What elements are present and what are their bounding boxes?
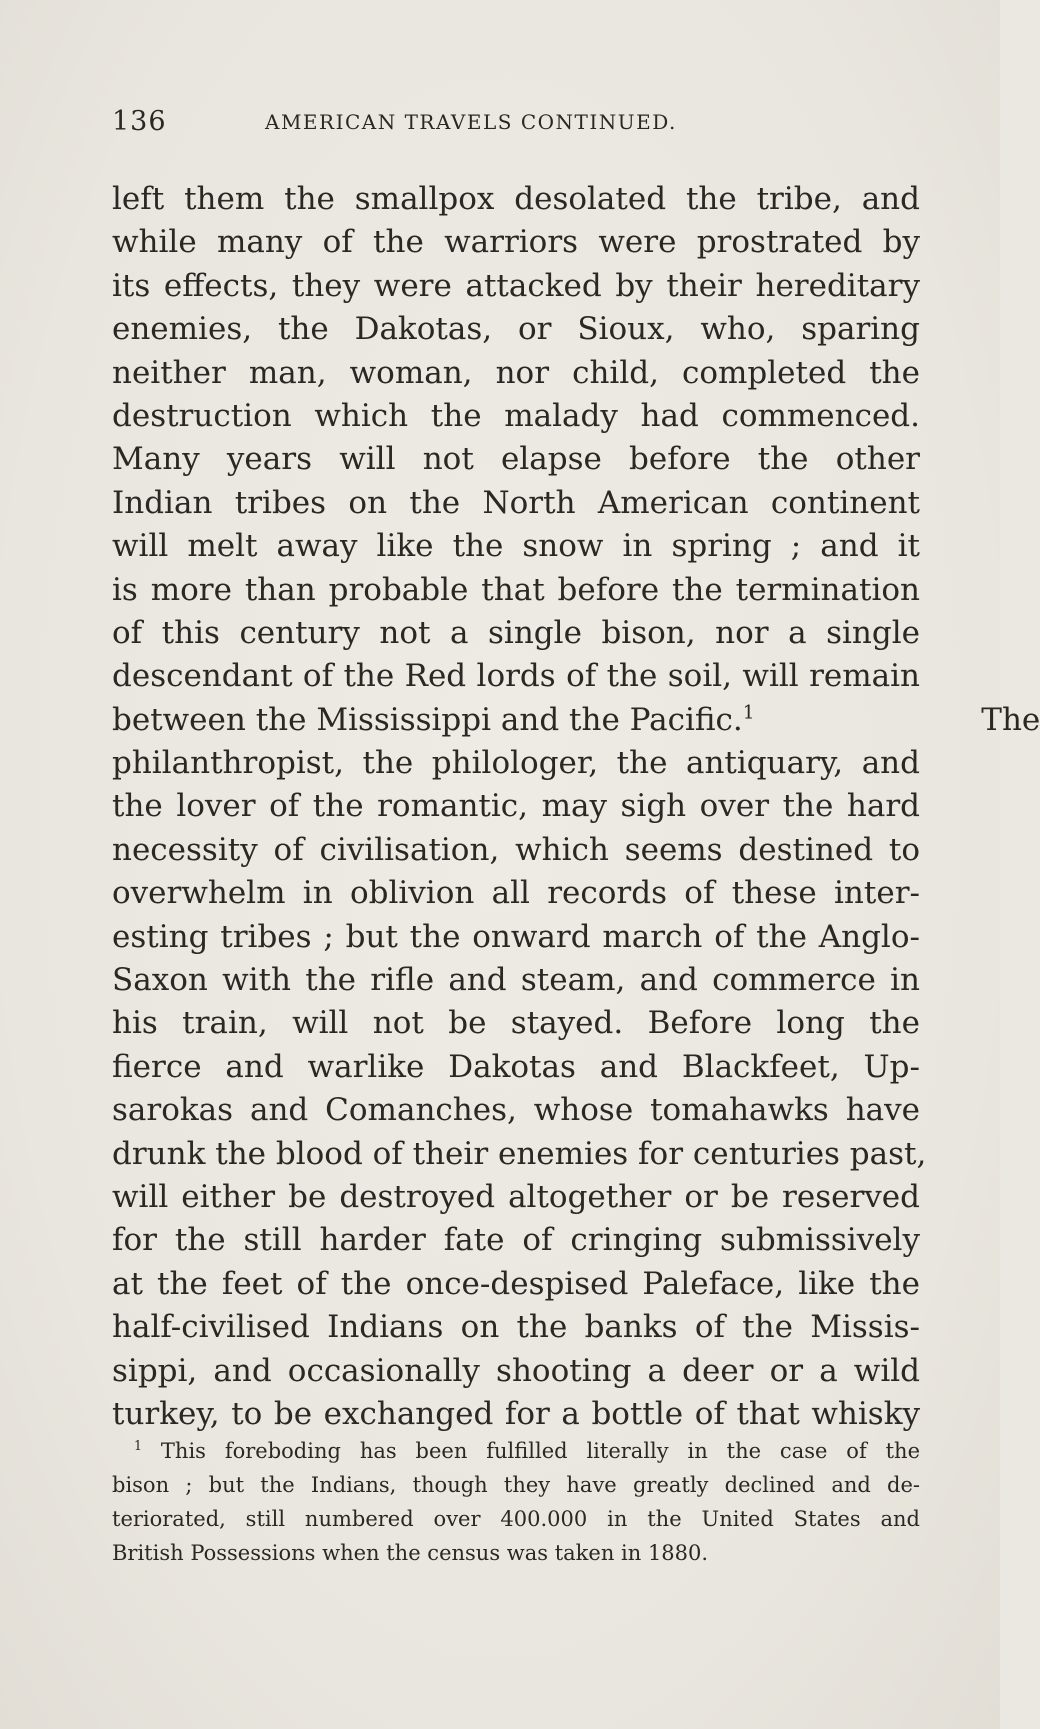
text-line: his train, will not be stayed. Before long the	[112, 1005, 920, 1042]
footnote-mark: 1	[134, 1438, 143, 1453]
text-line: will either be destroyed altogether or be reserved	[112, 1178, 920, 1215]
text-line: enemies, the Dakotas, or Sioux, who, sparing	[112, 311, 920, 348]
text-line: while many of the warriors were prostrated by	[112, 224, 920, 261]
text-line: at the feet of the once-despised Paleface, like the	[112, 1265, 920, 1302]
text-line: sarokas and Comanches, whose tomahawks have	[112, 1092, 920, 1129]
text-line: its effects, they were attacked by their hereditary	[112, 267, 920, 304]
footnote-line-text: This foreboding has been fulfilled literally in the case of the	[160, 1439, 921, 1463]
footnote-line: British Possessions when the census was taken in 1880.	[112, 1541, 709, 1565]
text-line: for the still harder fate of cringing submissively	[112, 1222, 920, 1259]
footnote-reference: 1	[742, 702, 755, 724]
text-line: Many years will not elapse before the other	[112, 441, 920, 478]
text-line: half-civilised Indians on the banks of the Missis-	[112, 1309, 920, 1346]
text-line-tail: The	[981, 701, 1040, 738]
text-line: drunk the blood of their enemies for centuries past,	[112, 1135, 927, 1172]
page-number: 136	[112, 106, 167, 137]
text-line: left them the smallpox desolated the tribe, and	[112, 181, 920, 217]
text-line: philanthropist, the philologer, the antiquary, and	[112, 745, 920, 782]
text-line: Saxon with the rifle and steam, and commerce in	[112, 962, 920, 999]
text-line: destruction which the malady had commenced.	[112, 397, 920, 434]
text-line: fierce and warlike Dakotas and Blackfeet, Up-	[112, 1048, 920, 1085]
text-line: will melt away like the snow in spring ; and it	[112, 528, 920, 565]
text-line: esting tribes ; but the onward march of the Anglo-	[112, 918, 920, 955]
text-line: is more than probable that before the termination	[112, 571, 920, 608]
text-line: neither man, woman, nor child, completed the	[112, 354, 920, 391]
text-line: turkey, to be exchanged for a bottle of that whisky	[112, 1395, 920, 1432]
running-title: AMERICAN TRAVELS CONTINUED.	[265, 110, 677, 134]
text-line: Indian tribes on the North American continent	[112, 484, 920, 521]
text-line-with-note	[112, 699, 1040, 742]
text-line: sippi, and occasionally shooting a deer or a wild	[112, 1352, 920, 1389]
footnote	[112, 1434, 920, 1570]
text-line-head: between the Mississippi and the Pacific.	[112, 701, 743, 738]
text-line: descendant of the Red lords of the soil, will remain	[112, 658, 920, 695]
text-line: overwhelm in oblivion all records of these inter-	[112, 875, 920, 912]
footnote-line: teriorated, still numbered over 400.000 in the United States and	[112, 1507, 920, 1531]
running-head	[112, 106, 920, 142]
footnote-line	[112, 1434, 920, 1468]
text-line: of this century not a single bison, nor a single	[112, 614, 920, 651]
footnote-line: bison ; but the Indians, though they have greatly declined and de-	[112, 1473, 920, 1497]
text-line: the lover of the romantic, may sigh over the hard	[112, 788, 920, 825]
text-line: necessity of civilisation, which seems destined to	[112, 831, 920, 868]
body-text	[112, 178, 1040, 1436]
